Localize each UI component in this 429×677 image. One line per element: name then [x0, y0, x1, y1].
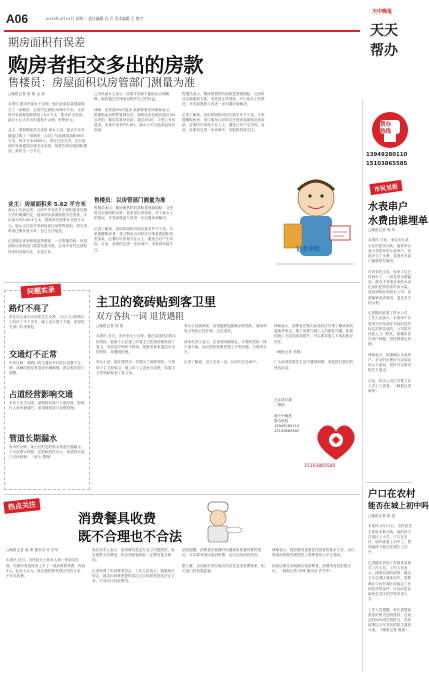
sidebar-rule	[362, 100, 363, 672]
lead-col-3: □市民郝女士表示，如果开发商不能给出合理解释，她将通过法律途径维护自己的权益。 律师：误差超3%可退房 某律师事务所律师表示，根据商品房销售管理办法，面积误差比绝对值在3%以内的，据实结算房价款；超过3%的，买受人有权退房。本案中误差约5.8%，郝女士可以选择退房或协商。	[94, 92, 176, 133]
heart-icon	[314, 422, 358, 462]
hukou-headline-1: 户口在农村	[368, 489, 416, 500]
tile-col-2: 李女士找到商家，希望能够退换剩余的瓷砖，商家却表示瓷砖已经开箱，无法退货。 商家负责人表示，店里有明确规定，开箱的瓷砖一律不退不换，而且瓷砖贴错是施工方的问题，与商家无关。 记者了解到，双方各执一词，目前仍在协商中。	[184, 324, 267, 365]
sidebar-divider	[366, 482, 412, 483]
bottom-col-4: 律师表示，提供餐具是餐饮经营者的基本义务，另行收取消毒餐具费侵犯了消费者的公平交易权。 如饭店事先未明确告知消费者，消费者有权拒绝支付。（晚报记者 周坤 通讯员 许学华）	[272, 548, 355, 573]
bottom-col-3: 消协提醒，消费者在就餐时如遇到收取餐具费的情况，可以要求饭店取消收费，也可以向消协投诉。 据了解，目前我市部分饭店仍存在此类收费现象，相关部门将加强监管。	[182, 548, 265, 573]
qa-q2: 交通灯不正常	[9, 350, 57, 359]
page-header	[0, 0, 415, 30]
illustration-caption: 记者来啦	[296, 246, 321, 253]
hotline-phone-1: 13949280110	[366, 152, 408, 158]
qa-title: 问题实录	[21, 284, 62, 299]
mid-divider	[4, 494, 360, 495]
water-headline-2: 水费由谁埋单	[368, 216, 428, 227]
heart-phone: 15103865585	[304, 464, 336, 469]
tile-col-3: 律师表示，消费者在购买商品时应仔细了解商家的退换货规定，施工前要与施工人员做好沟通。如果因施工方原因造成损失，可以要求施工方承担相应责任。 （晚报记者 郑倩） 广大读者如果在生活中遇到困难，欢迎拨打我们的热线电话。	[274, 324, 354, 370]
sidebar-tag: 市民呈报	[369, 180, 402, 195]
lead-col-1: □晚报记者 曾 敏 金 涛 本报讯 据市民郝女士反映，她在汝南县某楼盘购买了一套期房，合同约定面积为96平方米，交房时开发商称面积增加了4平方米，要求补交房款。郝女士认为多出的面积不合理，拒绝补交。 业主：面积增加多交房款 郝女士说，她去年在该楼盘订购了一套期房，合同上写明建筑面积96平方米，每平方米3800元，首付已经交齐。近日接到开发商通知办理交房手续，却被告知房屋面积增加，需补交一万多元。	[8, 92, 88, 154]
hotline-box	[366, 108, 412, 182]
hotline-phone-2: 15103865585	[366, 161, 408, 167]
lead-col-2: 郝女士告诉记者，合同中并没有关于面积误差处理方式的明确约定，她拿到实测面积报告后发现，多出部分有5.62平方米，按照单价需要补交两万余元。她认为这是开发商故意压低预售面积，到交房时再让购房者买单，自己无法接受。 记者随后来到该楼盘售楼部，一名售楼员称，房屋面积以房管部门测量结果为准，合同中有约定面积误差的处理办法，多退少补。	[8, 208, 88, 254]
lead-col2-heading: 业主：房屋面积多 5.62 平方米	[8, 202, 86, 208]
hotline-bubble-2: 热线	[380, 129, 392, 135]
brand-tian: 天天	[370, 23, 398, 39]
qa-q4: 管道长期漏水	[9, 434, 57, 443]
qa-t4: 有市民反映，某小区附近的供水管道长期漏水，不仅浪费水资源，还影响居民出行，希望供水部门尽快维修。（叙小 整理）	[9, 445, 85, 460]
tile-headline: 主卫的瓷砖贴到客卫里	[96, 295, 217, 309]
bottom-headline-2: 既不合理也不合法	[78, 530, 183, 545]
hukou-headline-2: 能否在城上初中吗	[368, 501, 429, 510]
tile-subhead: 双方各执一词 退货遇阻	[96, 312, 184, 322]
qa-q1: 路灯不亮了	[9, 304, 49, 313]
hotline-bubble-1: 帮办	[380, 122, 392, 128]
qa-q3: 占道经营影响交通	[9, 390, 73, 399]
lead-col-4: 售楼员表示，期房销售时的面积是预测面积，交房时以实测面积为准，误差是正常现象。对于郝女士的情况，开发商愿意与其进一步沟通协商解决。 记者了解到，类似的面积纠纷在我市并不少见。专家提醒购房者，签订购房合同时应仔细查看面积误差条款，必要时可咨询专业人士，避免日后产生纠纷。目前，此事仍在进一步协商中，本报将持续关注。	[182, 92, 265, 133]
water-body: □晚报记者 海 华 本报讯 日前，家住市区某小区的居民反映，他家的水表与邻居家的水表串户，导致多交了水费，希望有关部门能够帮忙解决。 市民刘先生说，他家入住已经两年了，一直觉得水费偏高，最近才发现自家的水表记录的是邻居家的用水量。他找到物业和供水公司，希望能够查清原因，退还多交的水费。 记者随后联系了供水公司，工作人员表示，水表串户多是因为开发商在安装时没有标注清楚造成的，公司将尽快派人上门核实，如确实存在串户问题，将按照规定处理。 律师表示，如果确认水表串户，多交的水费应当由实际用水人承担，居民可以要求相关方退还。 目前，供水公司已安排工作人员上门查看。（晚报记者 海华）	[368, 228, 412, 394]
bottom-tag: 热点关注	[3, 498, 40, 514]
lead-kicker: 期房面积有误差	[8, 36, 85, 49]
lead-headline: 购房者拒交多出的房款	[8, 53, 203, 77]
lead-col-3b: 售楼员表示，期房销售时的面积是预测面积，交房时以实测面积为准，误差是正常现象。对于郝女士的情况，开发商愿意与其进一步沟通协商解决。 记者了解到，类似的面积纠纷在我市并不少见。专家提醒购房者，签订购房合同时应仔细查看面积误差条款，必要时可咨询专业人士，避免日后产生纠纷。目前，此事仍在进一步协商中，本报将持续关注。	[94, 206, 174, 252]
qa-t1: 家住市区某小区的张先生反映，小区门口的路灯已经坏了半个多月，晚上出行很不方便，希望有关部门尽快修复。	[9, 315, 85, 330]
bottom-headline-1: 消费餐具收费	[78, 512, 157, 527]
brand-small: 天中晚报	[372, 9, 393, 15]
qa-t3: 市民王先生反映，某路段有商户占道经营，影响行人和车辆通行，希望城管部门加强管理。	[9, 401, 85, 411]
qr-label: 关注请扫描 二维码 @天中晚报 帮办热线 13949280110 15103865585	[274, 398, 300, 434]
lead-col3-heading: 售楼员：以房管部门测量为准	[94, 198, 166, 204]
header-rule	[4, 30, 360, 32]
chef-illustration	[194, 500, 244, 544]
date-line: 2013年4月14日 星期二 责任编辑 肖 兵 美术编辑 王 敬宇	[46, 16, 144, 21]
lead-subhead: 售楼员：房屋面积以房管部门测量为准	[8, 76, 195, 89]
qa-t2: 市民反映，某路口的交通信号灯时长设置不合理，高峰时段经常造成车辆拥堵，建议相关部门调整。	[9, 361, 85, 376]
water-headline-1: 水表串户	[368, 202, 408, 213]
page-code: A06	[6, 12, 29, 26]
brand-block	[362, 6, 410, 106]
hukou-body: □晚报记者 熊 燕 本报讯 4月11日，市民张先生致电本报反映，他的孩子在城区上小学，户口在农村，明年就要上初中了，想知道孩子能否在城区上初中。 记者随后咨询了市教育局相关工作人员，工作人员表示，按照目前的政策，随迁子女在城区就读初中，需要满足父母在城区有稳定工作和住所等条件，可以向居住地所在学区的学校申请入学。 工作人员提醒，家长需提前准备好相关证明材料，在规定时间内到学校报名，具体政策以当年发布的招生通知为准。（晚报记者 熊燕）	[368, 514, 412, 633]
brand-bangban: 帮办	[370, 43, 398, 59]
lead-illustration	[272, 168, 358, 280]
bottom-col-2: 饭店负责人表示，消毒餐具是由专业公司提供的，饭店需要支付费用，所以向顾客收取一定费用是合理的。 记者咨询了市消费者协会，工作人员表示，根据相关规定，饭店向消费者提供清洁卫生的餐具是其法定义务，不得另行收取费用。	[92, 548, 175, 584]
bottom-col-1: □晚报记者 周 坤 通讯员 许 学华 本报讯 近日，市民赵女士和家人到一家饭店吃饭，结账时发现账单上多了一项消毒餐具费，每套2元。赵女士认为，饭店提供餐具是应尽的义务，不应另收费。	[6, 548, 86, 579]
qa-box	[4, 286, 90, 490]
tile-col-1: □晚报记者 郑 倩 本报讯 近日，市民李女士反映，她在某建材店购买的瓷砖，装修工人在施工时将主卫的瓷砖错贴到了客卫，导致部分瓷砖不够用。她要求商家退还多余的瓷砖，却遭到拒绝。 李女士说，她在建材店一共购买了两种瓷砖，分别用于主卫和客卫。施工时工人没有分清楚，结果主卫的瓷砖贴到了客卫里。	[96, 324, 177, 375]
hotline-callout	[274, 398, 360, 490]
